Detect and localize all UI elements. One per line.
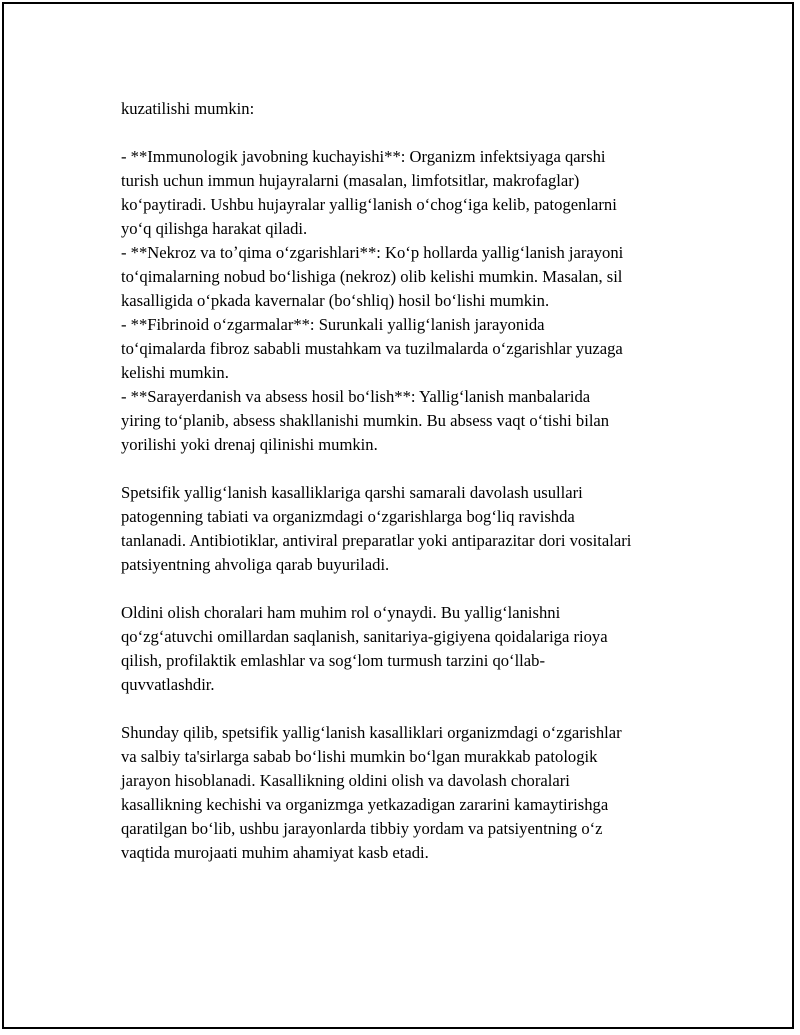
text-line: yorilishi yoki drenaj qilinishi mumkin. — [121, 435, 378, 454]
text-line: tanlanadi. Antibiotiklar, antiviral preparatlar yoki antiparazitar dori vositalari — [121, 531, 632, 550]
paragraph-gap — [121, 121, 721, 145]
paragraph-treatment — [121, 481, 721, 577]
text-line: kelishi mumkin. — [121, 363, 229, 382]
text-line: quvvatlashdir. — [121, 675, 215, 694]
text-line: qaratilgan boʻlib, ushbu jarayonlarda tibbiy yordam va patsiyentning oʻz — [121, 819, 603, 838]
text-line: koʻpaytiradi. Ushbu hujayralar yalligʻlanish oʻchogʻiga kelib, patogenlarni — [121, 195, 617, 214]
paragraph-intro — [121, 97, 721, 121]
paragraph-gap — [121, 697, 721, 721]
text-line: vaqtida murojaati muhim ahamiyat kasb etadi. — [121, 843, 429, 862]
text-line: qilish, profilaktik emlashlar va sogʻlom turmush tarzini qoʻllab- — [121, 651, 545, 670]
text-line: yiring toʻplanib, absess shakllanishi mumkin. Bu absess vaqt oʻtishi bilan — [121, 411, 610, 430]
paragraph-list — [121, 145, 721, 457]
document-body — [121, 97, 721, 865]
paragraph-gap — [121, 577, 721, 601]
text-line: Spetsifik yalligʻlanish kasalliklariga qarshi samarali davolash usullari — [121, 483, 583, 502]
paragraph-conclusion — [121, 721, 721, 865]
text-line: kasalligida oʻpkada kavernalar (boʻshliq) hosil boʻlishi mumkin. — [121, 291, 550, 310]
text-line: toʻqimalarda fibroz sababli mustahkam va tuzilmalarda oʻzgarishlar yuzaga — [121, 339, 623, 358]
text-line: jarayon hisoblanadi. Kasallikning oldini olish va davolash choralari — [121, 771, 570, 790]
text-line: patsiyentning ahvoliga qarab buyuriladi. — [121, 555, 390, 574]
text-line: - **Sarayerdanish va absess hosil boʻlish**: Yalligʻlanish manbalarida — [121, 387, 591, 406]
text-line: Oldini olish choralari ham muhim rol oʻynaydi. Bu yalligʻlanishni — [121, 603, 561, 622]
text-line: - **Fibrinoid oʻzgarmalar**: Surunkali yalligʻlanish jarayonida — [121, 315, 545, 334]
paragraph-prevention — [121, 601, 721, 697]
text-line: yoʻq qilishga harakat qiladi. — [121, 219, 308, 238]
text-line: va salbiy ta'sirlarga sabab boʻlishi mumkin boʻlgan murakkab patologik — [121, 747, 598, 766]
text-line: turish uchun immun hujayralarni (masalan, limfotsitlar, makrofaglar) — [121, 171, 580, 190]
text-line: kasallikning kechishi va organizmga yetkazadigan zararini kamaytirishga — [121, 795, 609, 814]
text-line: - **Nekroz va toʼqima oʻzgarishlari**: Koʻp hollarda yalligʻlanish jarayoni — [121, 243, 624, 262]
paragraph-gap — [121, 457, 721, 481]
text-line: toʻqimalarning nobud boʻlishiga (nekroz) olib kelishi mumkin. Masalan, sil — [121, 267, 623, 286]
text-line: kuzatilishi mumkin: — [121, 99, 255, 118]
text-line: Shunday qilib, spetsifik yalligʻlanish kasalliklari organizmdagi oʻzgarishlar — [121, 723, 622, 742]
text-line: - **Immunologik javobning kuchayishi**: Organizm infektsiyaga qarshi — [121, 147, 606, 166]
text-line: patogenning tabiati va organizmdagi oʻzgarishlarga bogʻliq ravishda — [121, 507, 575, 526]
page-frame — [2, 2, 794, 1029]
text-line: qoʻzgʻatuvchi omillardan saqlanish, sanitariya-gigiyena qoidalariga rioya — [121, 627, 608, 646]
